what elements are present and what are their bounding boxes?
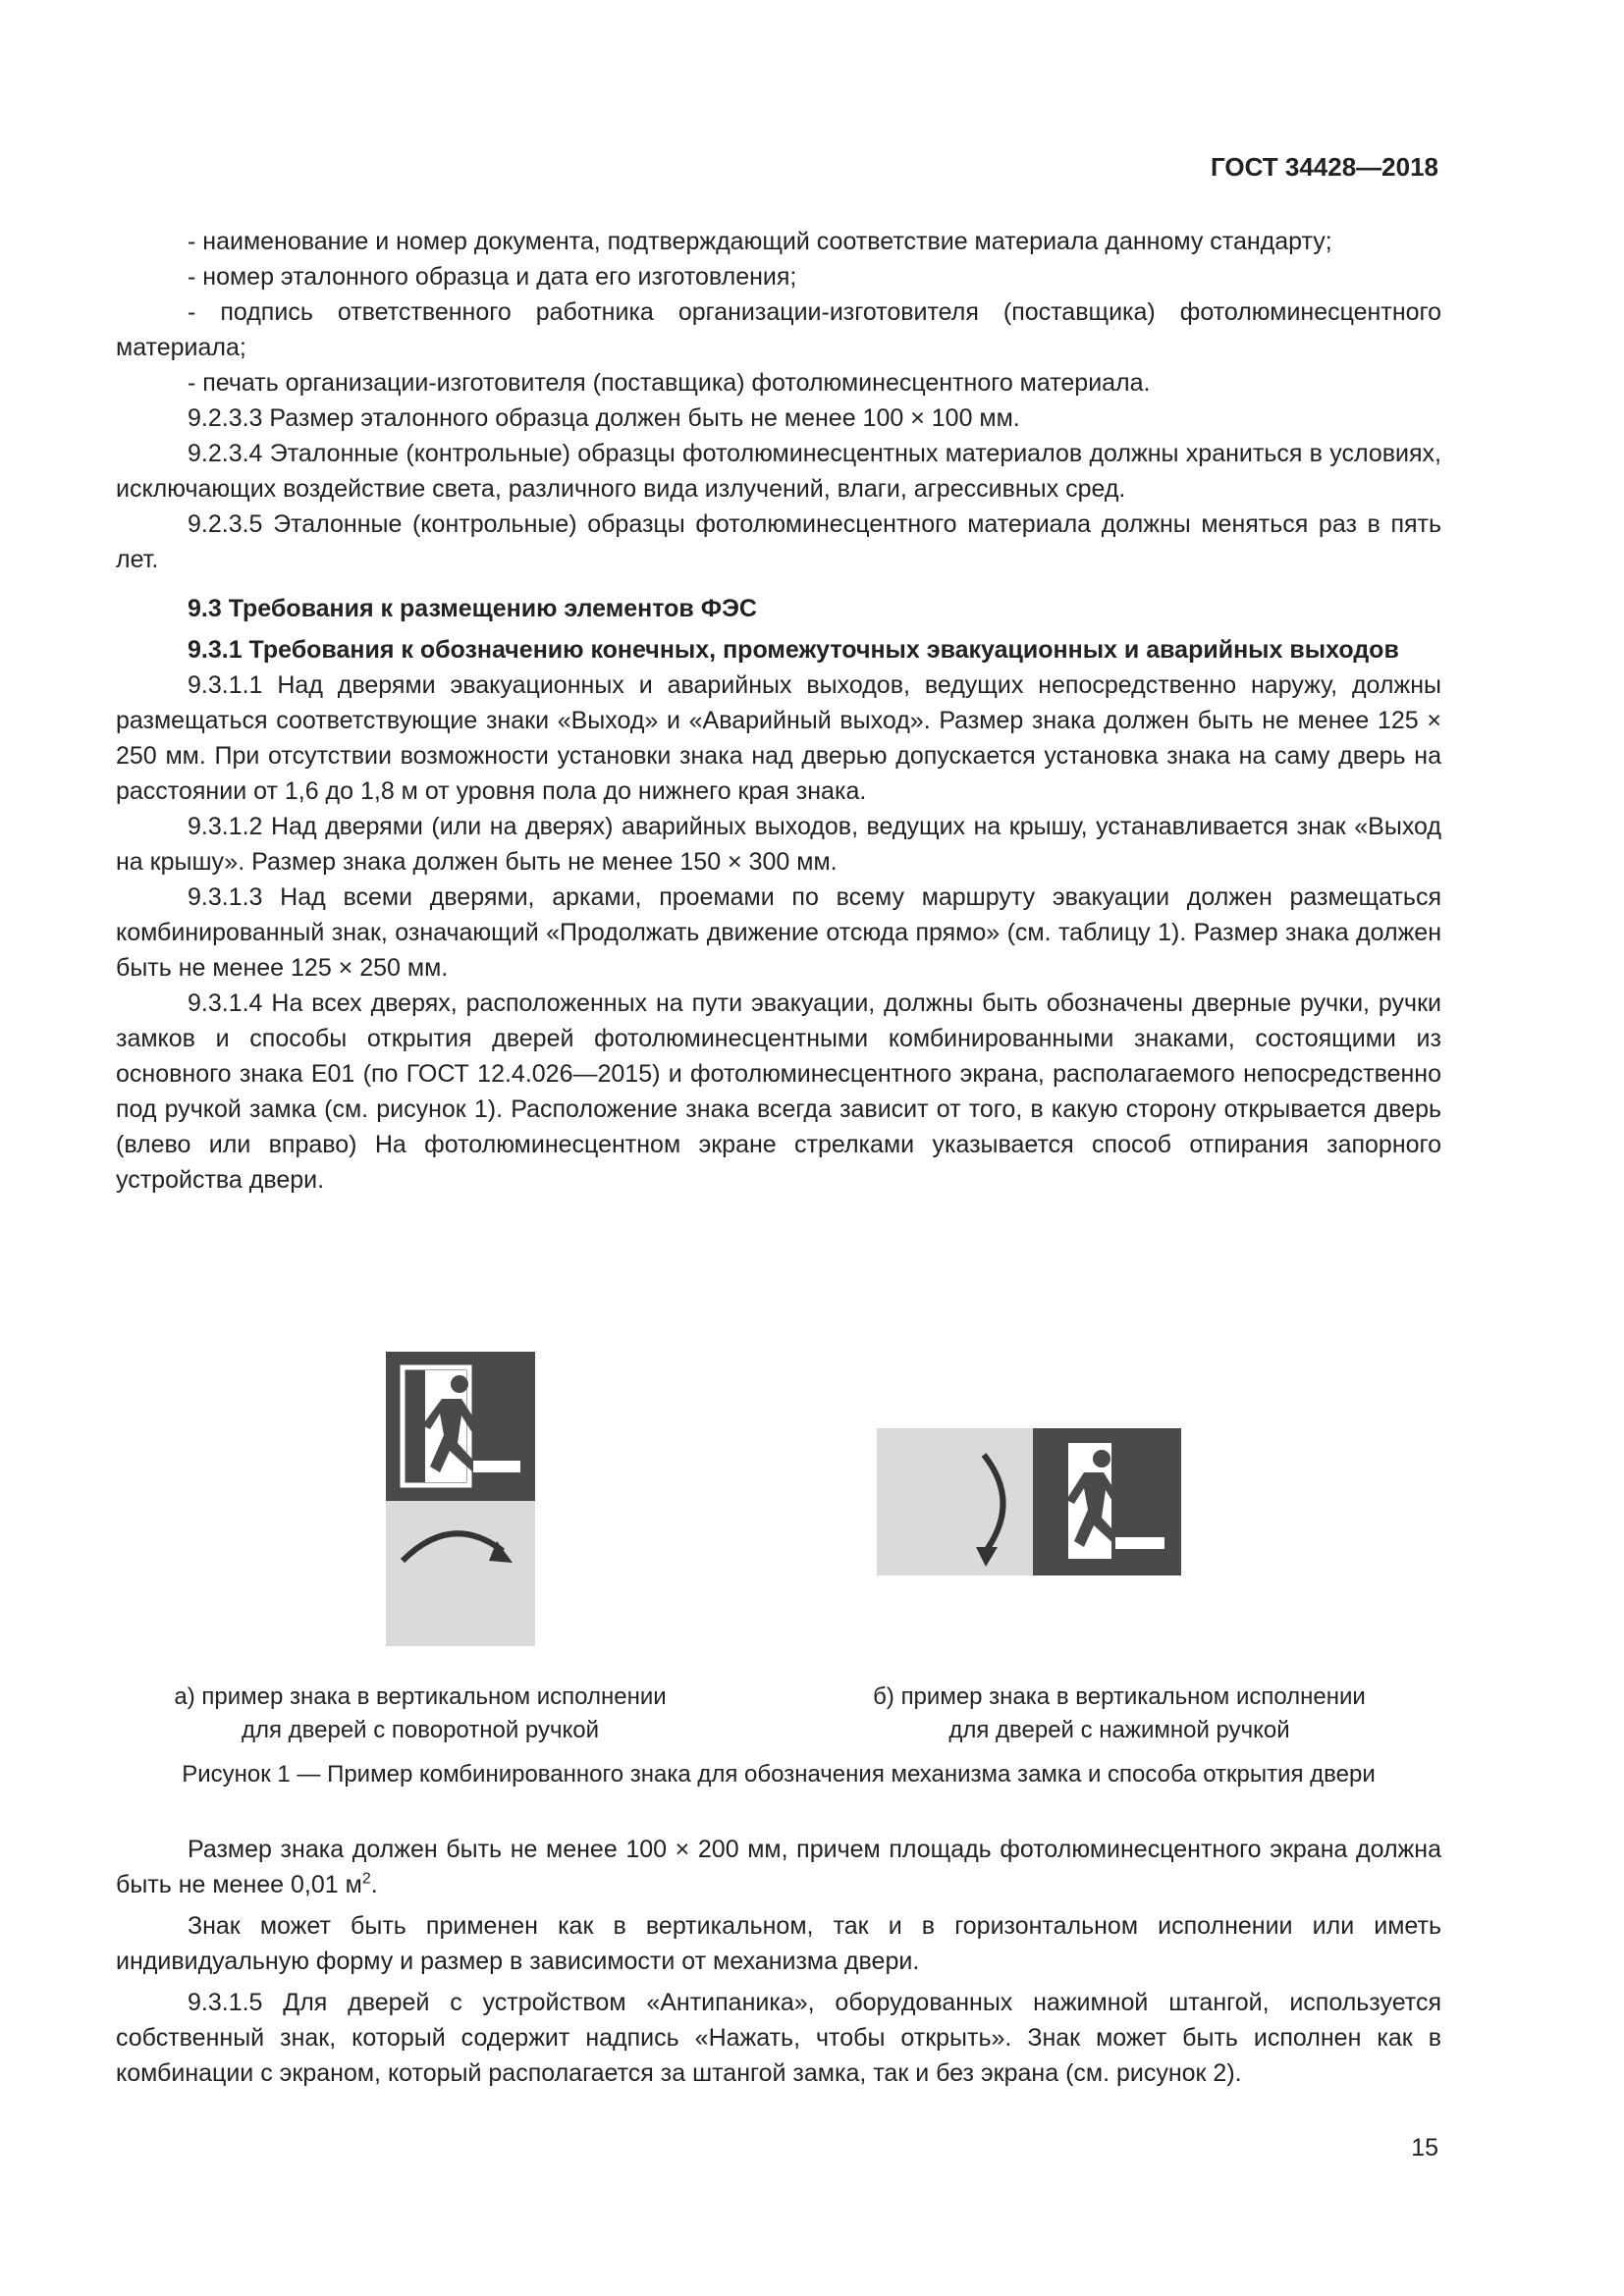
figure-caption-a (145, 1681, 695, 1747)
paragraph: 9.2.3.4 Эталонные (контрольные) образцы фотолюминесцентных материалов должны храниться в условиях, исключающих воздействие света, различного вида излучений, влаги, агрессивных сред. (116, 440, 1441, 503)
list-item: - печать организации-изготовителя (поставщика) фотолюминесцентного материала. (188, 369, 1151, 397)
paragraph-text: Размер знака должен быть не менее 100 × 200 мм, причем площадь фотолюминесцентного экрана должна быть не менее 0,01 м (116, 1836, 1441, 1898)
list-item: - номер эталонного образца и дата его изготовления; (188, 263, 797, 291)
section-heading: 9.3 Требования к размещению элементов ФЭС (188, 595, 757, 622)
caption-line: для дверей с поворотной ручкой (241, 1717, 600, 1743)
superscript: 2 (361, 1870, 371, 1888)
figure-caption-b (844, 1681, 1394, 1747)
paragraph (116, 1832, 1441, 1902)
list-item: - подпись ответственного работника организации-изготовителя (поставщика) фотолюминесцентного материала; (116, 298, 1441, 361)
paragraph: 9.3.1.5 Для дверей с устройством «Антипаника», оборудованных нажимной штангой, используется собственный знак, который содержит надпись «Нажать, чтобы открыть». Знак может быть исполнен как в комбинации с экраном, который располагается за штангой замка, так и без экрана (см. рисунок 2). (116, 1989, 1441, 2087)
bottom-text-block (116, 1832, 1441, 2091)
paragraph: Знак может быть применен как в вертикальном, так и в горизонтальном исполнении или иметь индивидуальную форму и размер в зависимости от механизма двери. (116, 1912, 1441, 1975)
paragraph: 9.3.1.2 Над дверями (или на дверях) аварийных выходов, ведущих на крышу, устанавливается знак «Выход на крышу». Размер знака должен быть не менее 150 × 300 мм. (116, 813, 1441, 876)
paragraph: 9.3.1.4 На всех дверях, расположенных на пути эвакуации, должны быть обозначены дверные ручки, ручки замков и способы открытия дверей фотолюминесцентными комбинированными знаками, состоящими из основного знака Е01 (по ГОСТ 12.4.026—2015) и фотолюминесцентного экрана, располагаемого непосредственно под ручкой замка (см. рисунок 1). Расположение знака всегда зависит от того, в какую сторону открывается дверь (влево или вправо) На фотолюминесцентном экране стрелками указывается способ отпирания запорного устройства двери. (116, 989, 1441, 1194)
paragraph: 9.2.3.5 Эталонные (контрольные) образцы фотолюминесцентного материала должны меняться раз в пять лет. (116, 510, 1441, 573)
paragraph-end: . (370, 1871, 378, 1898)
sign-horizontal-push (877, 1428, 1181, 1575)
paragraph: 9.3.1.1 Над дверями эвакуационных и аварийных выходов, ведущих непосредственно наружу, должны размещаться соответствующие знаки «Выход» и «Аварийный выход». Размер знака должен быть не менее 125 × 250 мм. При отсутствии возможности установки знака над дверью допускается установка знака на саму дверь на расстоянии от 1,6 до 1,8 м от уровня пола до нижнего края знака. (116, 671, 1441, 805)
caption-line: а) пример знака в вертикальном исполнении (174, 1683, 667, 1710)
list-item: - наименование и номер документа, подтверждающий соответствие материала данному стандарту; (188, 228, 1332, 255)
caption-line: для дверей с нажимной ручкой (948, 1717, 1290, 1743)
figure-title: Рисунок 1 — Пример комбинированного знака для обозначения механизма замка и способа открытия двери (182, 1761, 1376, 1788)
caption-line: б) пример знака в вертикальном исполнении (873, 1683, 1366, 1710)
paragraph: 9.2.3.3 Размер эталонного образца должен быть не менее 100 × 100 мм. (188, 404, 1020, 432)
subsection-heading: 9.3.1 Требования к обозначению конечных, промежуточных эвакуационных и аварийных выходов (188, 636, 1399, 664)
paragraph: 9.3.1.3 Над всеми дверями, арками, проемами по всему маршруту эвакуации должен размещаться комбинированный знак, означающий «Продолжать движение отсюда прямо» (см. таблицу 1). Размер знака должен быть не менее 125 × 250 мм. (116, 883, 1441, 982)
page-number: 15 (1411, 2134, 1438, 2162)
document-code: ГОСТ 34428—2018 (1211, 152, 1438, 182)
sign-vertical-rotary (386, 1352, 535, 1646)
